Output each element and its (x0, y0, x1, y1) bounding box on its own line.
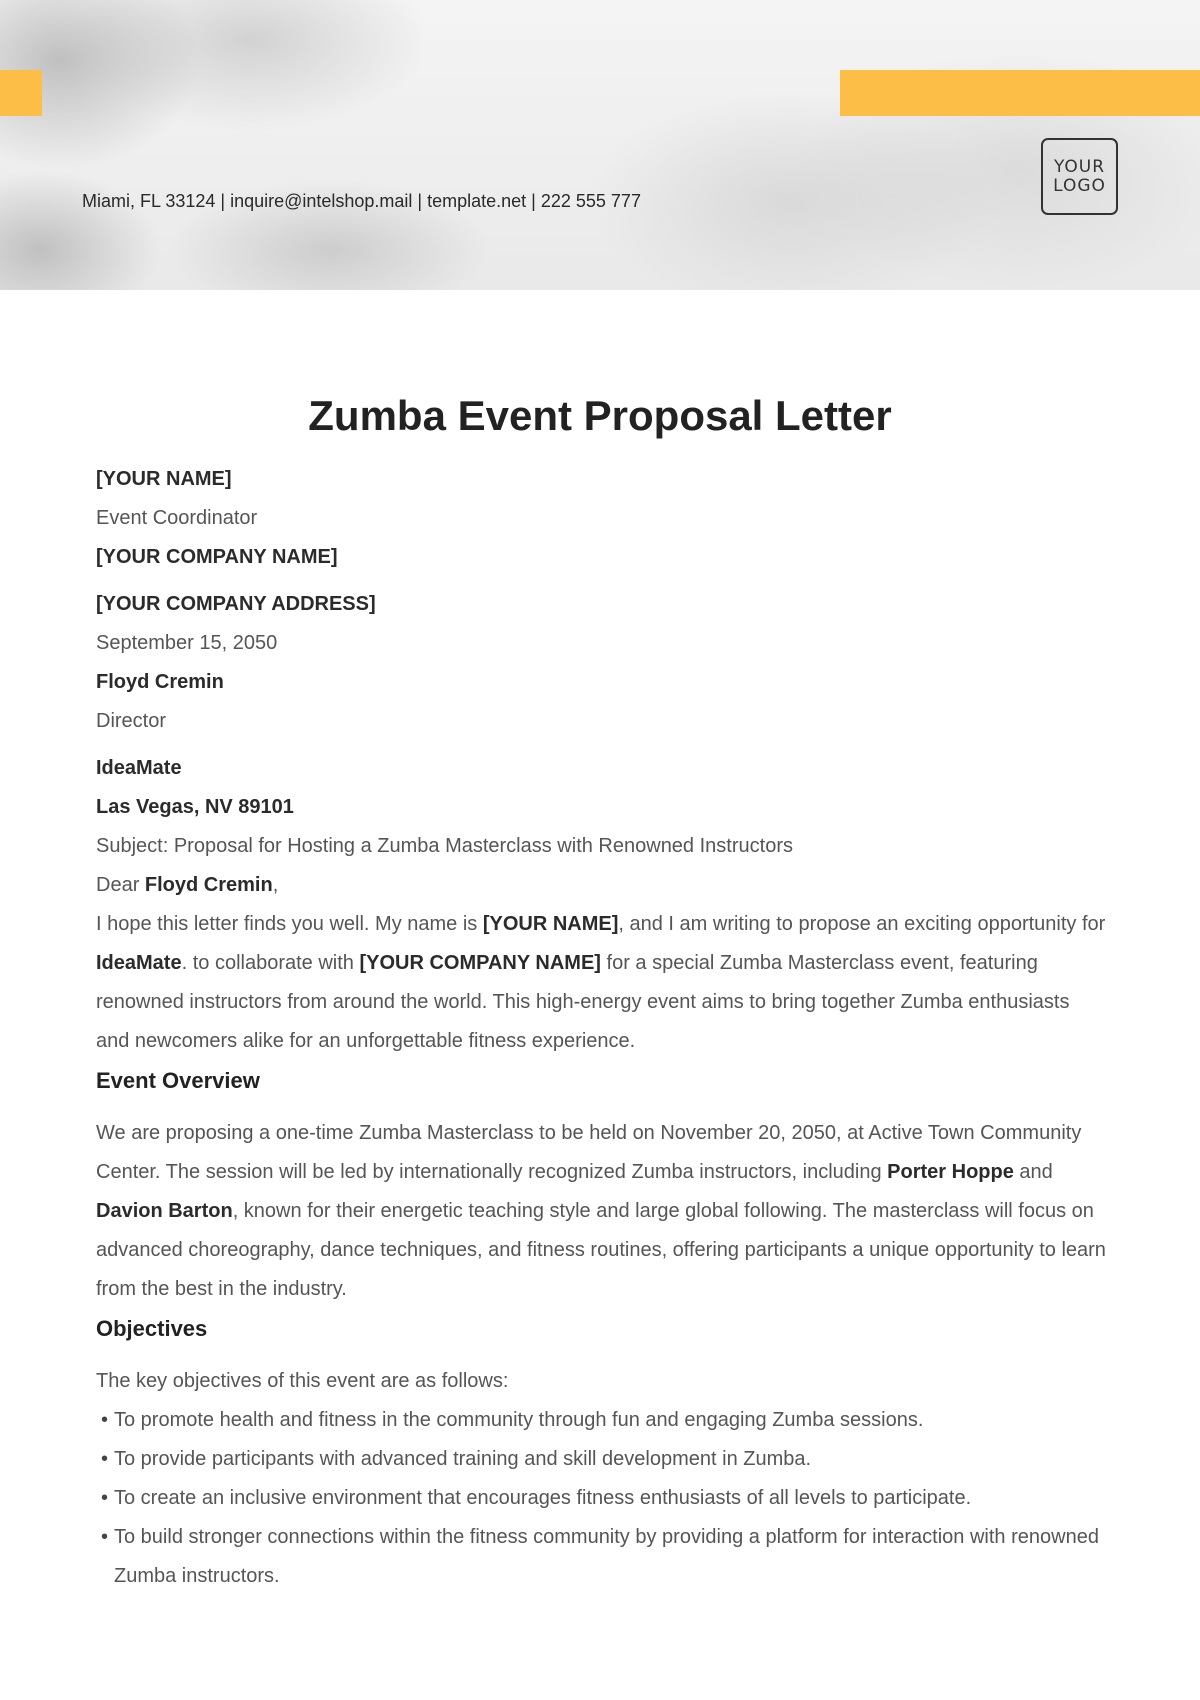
overview-text: , known for their energetic teaching style and large global following. The masterclass will focus on advanced choreography, dance techniques, and fitness routines, offering participants a unique opportunity to learn from the best in the industry. (96, 1200, 1106, 1300)
recipient-name: Floyd Cremin (96, 671, 224, 693)
accent-bar-right (840, 70, 1200, 116)
intro-recipient-company: IdeaMate (96, 952, 182, 974)
accent-bar-left (0, 70, 42, 116)
subject-line: Subject: Proposal for Hosting a Zumba Masterclass with Renowned Instructors (96, 835, 793, 857)
sender-address: [YOUR COMPANY ADDRESS] (96, 593, 376, 615)
document-title: Zumba Event Proposal Letter (308, 392, 892, 439)
recipient-role: Director (96, 710, 167, 732)
intro-paragraph (96, 905, 1106, 1061)
intro-sender-name: [YOUR NAME] (482, 913, 619, 935)
salutation-name: Floyd Cremin (144, 874, 273, 896)
intro-text: . to collaborate with (181, 952, 360, 974)
section-heading-objectives: Objectives (96, 1316, 208, 1341)
sender-name: [YOUR NAME] (96, 468, 232, 490)
contact-info: Miami, FL 33124 | inquire@intelshop.mail | template.net | 222 555 777 (82, 191, 641, 211)
overview-text: and (1013, 1161, 1053, 1183)
intro-text: I hope this letter finds you well. My name is (96, 913, 483, 935)
salutation-suffix: , (272, 874, 279, 896)
intro-text: , and I am writing to propose an exciting opportunity for (618, 913, 1106, 935)
sender-role: Event Coordinator (96, 507, 258, 529)
letter-date: September 15, 2050 (96, 632, 278, 654)
sender-company: [YOUR COMPANY NAME] (96, 546, 338, 568)
intro-sender-company: [YOUR COMPANY NAME] (359, 952, 601, 974)
salutation-prefix: Dear (96, 874, 145, 896)
salutation (96, 866, 1106, 905)
logo-text-line1: YOUR (1053, 156, 1106, 177)
instructor-name: Davion Barton (96, 1200, 233, 1222)
section-heading-overview: Event Overview (96, 1068, 260, 1093)
list-item: • To promote health and fitness in the community through fun and engaging Zumba sessions. (96, 1401, 1106, 1440)
objectives-list (96, 1401, 1106, 1596)
letter-body (96, 460, 1106, 1596)
list-item: • To build stronger connections within the fitness community by providing a platform for interaction with renowned Zumba instructors. (96, 1518, 1106, 1596)
logo-text-line2: LOGO (1053, 175, 1106, 196)
list-item: • To create an inclusive environment that encourages fitness enthusiasts of all levels to participate. (96, 1479, 1106, 1518)
recipient-company: IdeaMate (96, 757, 182, 779)
letterhead (0, 0, 1200, 290)
intro-text: for a special Zumba Masterclass event, featuring renowned instructors from around the world. This high-energy event aims to bring together Zumba enthusiasts and newcomers alike for an unforgettable fitness experience. (96, 952, 1070, 1052)
list-item: • To provide participants with advanced training and skill development in Zumba. (96, 1440, 1106, 1479)
objectives-intro: The key objectives of this event are as follows: (96, 1370, 509, 1392)
logo-placeholder (1041, 138, 1118, 215)
recipient-city: Las Vegas, NV 89101 (96, 796, 294, 818)
overview-text: We are proposing a one-time Zumba Masterclass to be held on November 20, 2050, at Active Town Community Center. The session will be led by internationally recognized Zumba instructors, including (96, 1122, 1082, 1183)
instructor-name: Porter Hoppe (887, 1161, 1014, 1183)
overview-paragraph (96, 1114, 1106, 1309)
